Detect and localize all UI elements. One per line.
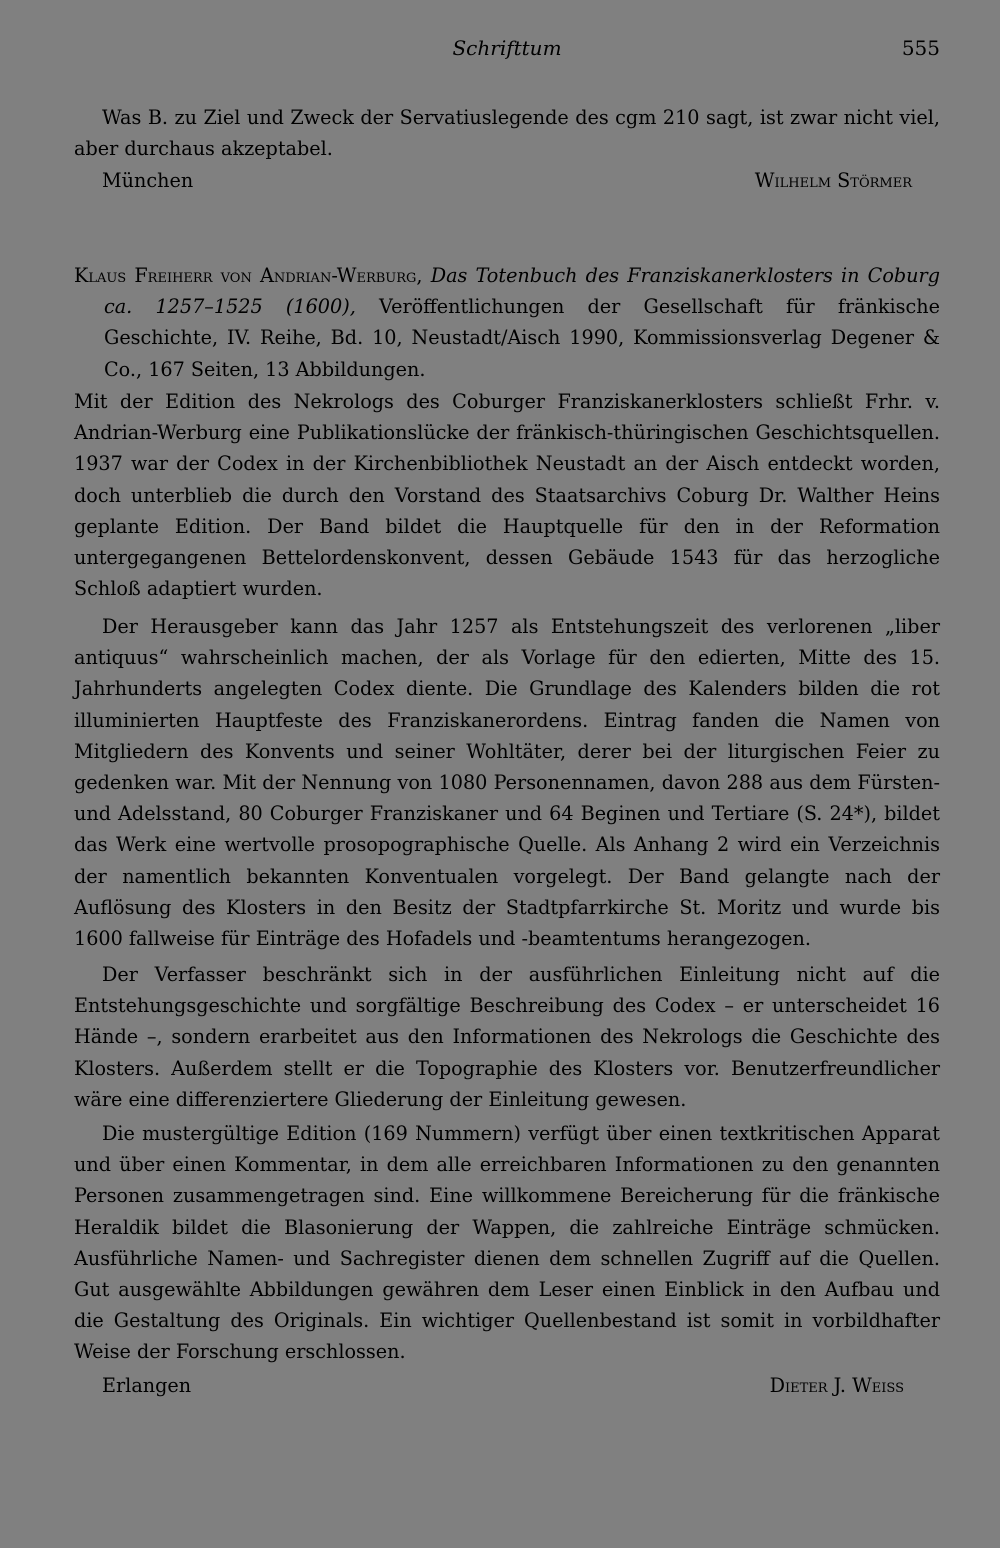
review2-paragraph-2: Der Herausgeber kann das Jahr 1257 als Entstehungszeit des verlorenen „liber antiquus“ wahrscheinlich machen, der als Vorlage für den edierten, Mitte des 15. Jahrhunderts angelegten Codex diente. Die Grundlage des Kalenders bilden die rot illuminierten Hauptfeste des Franziskanerordens. Eintrag fanden die Namen von Mitgliedern des Konvents und seiner Wohltäter, derer bei der liturgischen Feier zu gedenken war. Mit der Nennung von 1080 Personennamen, davon 288 aus dem Fürsten- und Adelsstand, 80 Coburger Franziskaner und 64 Beginen und Tertiare (S. 24*), bildet das Werk eine wertvolle prosopographische Quelle. Als Anhang 2 wird ein Verzeichnis der namentlich bekannten Konventualen vorgelegt. Der Band gelangte nach der Auflösung des Klosters in den Besitz der Stadtpfarrkirche St. Moritz und wurde bis 1600 fallweise für Einträge des Hofadels und -beamtentums herangezogen. <box>74 615 940 951</box>
running-title: Schrifttum <box>452 36 562 60</box>
review2-reviewer: Dieter J. Weiss <box>769 1374 904 1397</box>
review2-book-author: Klaus Freiherr von Andrian-Werburg, <box>74 264 423 287</box>
review1-reviewer: Wilhelm Störmer <box>754 169 912 192</box>
review2-signature <box>74 1370 940 1401</box>
review2-paragraph-3: Der Verfasser beschränkt sich in der ausführlichen Einleitung nicht auf die Entstehungsgeschichte und sorgfältige Beschreibung des Codex – er unterscheidet 16 Hände –, sondern erarbeitet aus den Informationen des Nekrologs die Geschichte des Klosters. Außerdem stellt er die Topographie des Klosters vor. Benutzerfreundlicher wäre eine differenziertere Gliederung der Einleitung gewesen. <box>74 963 940 1111</box>
review2-paragraph-4: Die mustergültige Edition (169 Nummern) verfügt über einen textkritischen Apparat und über einen Kommentar, in dem alle erreichbaren Informationen zu den genannten Personen zusammengetragen sind. Eine willkommene Bereicherung für die fränkische Heraldik bildet die Blasonierung der Wappen, die zahlreiche Einträge schmücken. Ausführliche Namen- und Sachregister dienen dem schnellen Zugriff auf die Quellen. Gut ausgewählte Abbildungen gewähren dem Leser einen Einblick in den Aufbau und die Gestaltung des Originals. Ein wichtiger Quellenbestand ist somit in vorbildhafter Weise der Forschung erschlossen. <box>74 1122 940 1364</box>
running-head <box>74 36 940 66</box>
review2-bibliographic-entry <box>74 260 940 385</box>
review2-book-details: Veröffentlichungen der Gesellschaft für fränkische Geschichte, IV. Reihe, Bd. 10, Neustadt/Aisch 1990, Kommissionsverlag Degener & Co., 167 Seiten, 13 Abbildungen. <box>104 295 940 381</box>
review1-signature <box>74 165 940 196</box>
review1-place: München <box>102 169 194 192</box>
review1-closing-paragraph: Was B. zu Ziel und Zweck der Servatiuslegende des cgm 210 sagt, ist zwar nicht viel, aber durchaus akzeptabel. <box>74 106 940 161</box>
page-number: 555 <box>901 36 940 60</box>
review2-paragraph-1: Mit der Edition des Nekrologs des Coburger Franziskanerklosters schließt Frhr. v. Andrian-Werburg eine Publikationslücke der fränkisch-thüringischen Geschichtsquellen. 1937 war der Codex in der Kirchenbibliothek Neustadt an der Aisch entdeckt worden, doch unterblieb die durch den Vorstand des Staatsarchivs Coburg Dr. Walther Heins geplante Edition. Der Band bildet die Hauptquelle für den in der Reformation untergegangenen Bettelordenskonvent, dessen Gebäude 1543 für das herzogliche Schloß adaptiert wurden. <box>74 390 940 601</box>
review2-book-title: Das Totenbuch des Franziskanerklosters in Coburg ca. 1257–1525 (1600), <box>104 264 940 319</box>
review2-place: Erlangen <box>102 1374 192 1397</box>
